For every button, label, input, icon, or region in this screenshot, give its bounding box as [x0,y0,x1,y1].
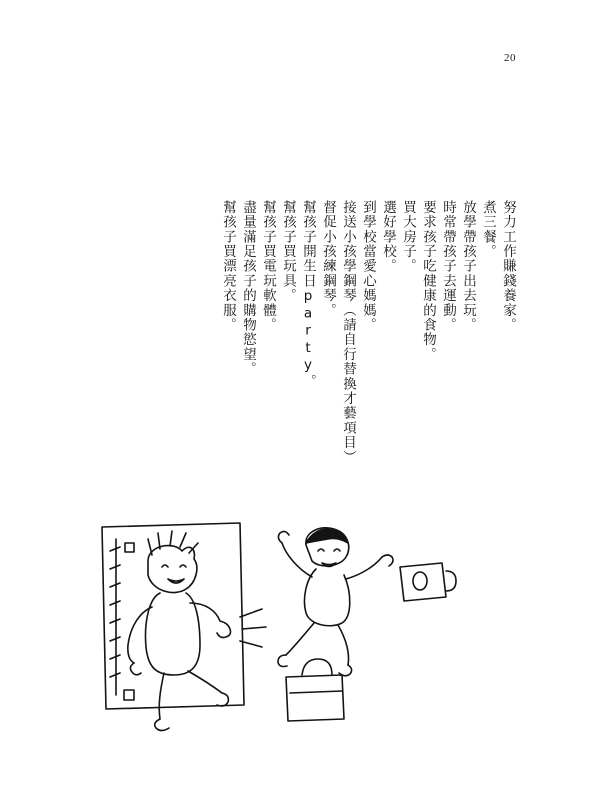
vertical-text-line: 督促小孩練鋼琴。 [320,200,336,318]
illustration [90,505,470,745]
vertical-text-line: 幫孩子買電玩軟體。 [260,200,276,333]
cup [400,563,456,601]
doorway-frame [102,523,244,709]
vertical-text-line: 幫孩子開生日party。 [300,200,316,389]
vertical-text-line: 努力工作賺錢養家。 [500,200,516,333]
vertical-text-line: 接送小孩學鋼琴（請自行替換才藝項目） [340,200,356,465]
vertical-text-line: 要求孩子吃健康的食物。 [420,200,436,362]
vertical-text-line: 盡量滿足孩子的購物慾望。 [240,200,256,377]
vertical-text-line: 買大房子。 [400,200,416,274]
child-figure [278,528,393,676]
page-number: 20 [504,52,516,64]
vertical-text-line: 到學校當愛心媽媽。 [360,200,376,333]
vertical-text-line: 選好學校。 [380,200,396,274]
vertical-text-line: 幫孩子買玩具。 [280,200,296,303]
shout-lines [240,609,266,647]
vertical-text-line: 時常帶孩子去運動。 [440,200,456,333]
vertical-text-line: 放學帶孩子出去玩。 [460,200,476,333]
parent-figure [128,531,231,731]
vertical-text-line: 幫孩子買漂亮衣服。 [220,200,236,333]
vertical-text-block [214,200,514,500]
schoolbag [286,659,344,721]
vertical-text-line: 煮三餐。 [480,200,496,259]
